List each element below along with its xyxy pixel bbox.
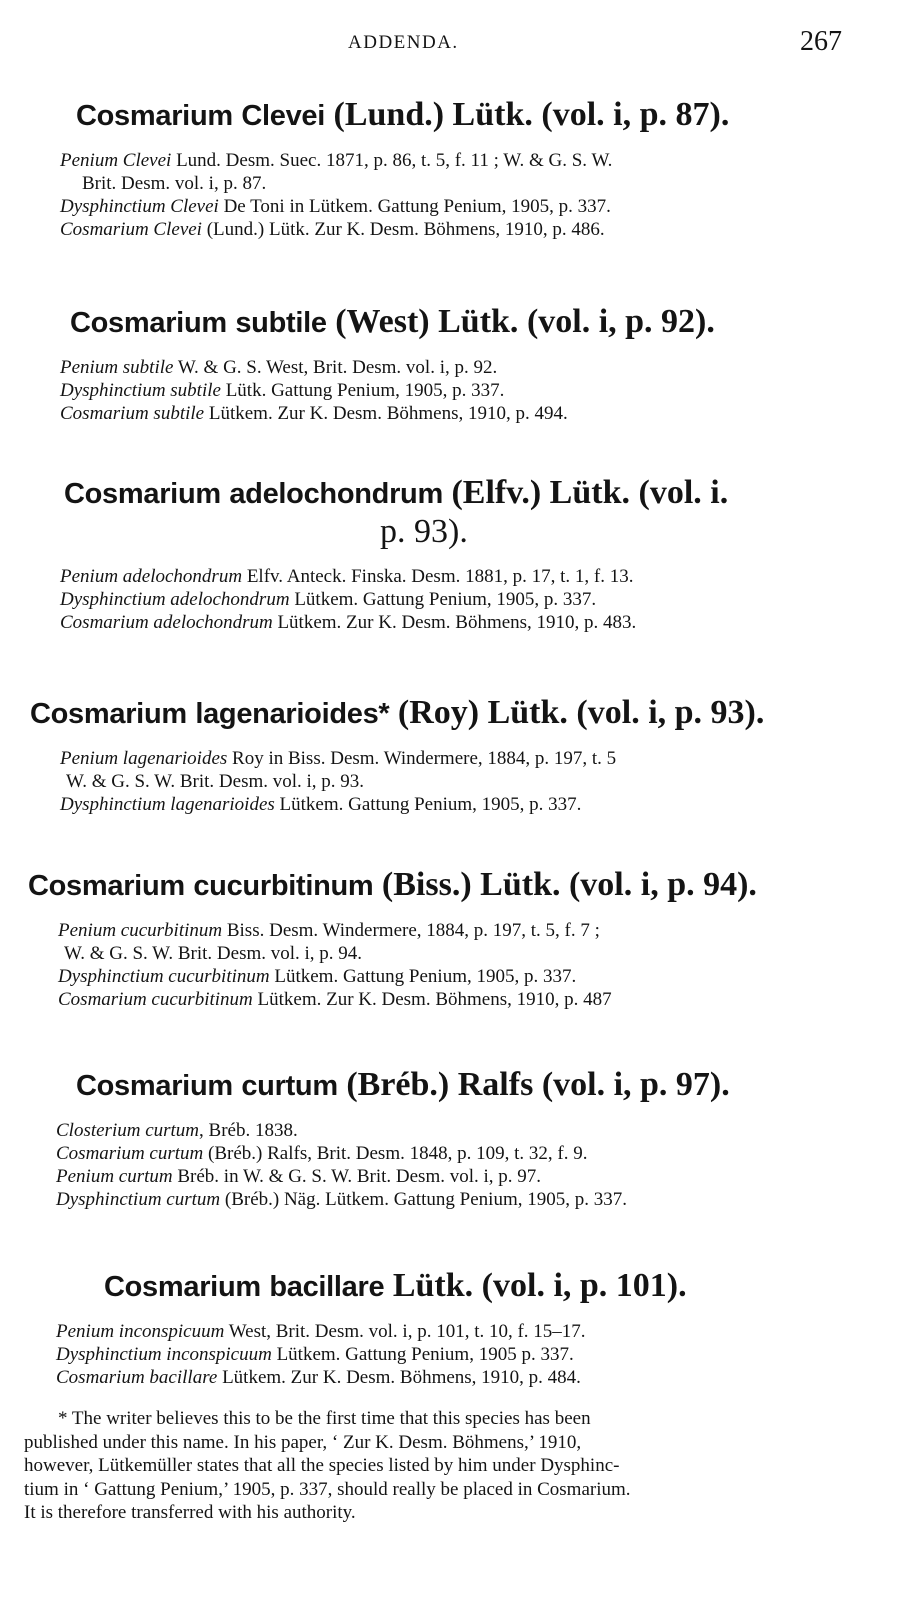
synonym-line: W. & G. S. W. Brit. Desm. vol. i, p. 93. [66, 771, 365, 792]
running-head [0, 28, 900, 62]
synonym-line: Penium subtile W. & G. S. West, Brit. Desm. vol. i, p. 92. [60, 357, 498, 378]
species-author: (Bréb.) Ralfs [346, 1066, 534, 1103]
synonym-line: Cosmarium subtile Lütkem. Zur K. Desm. Böhmens, 1910, p. 494. [60, 403, 568, 424]
footnote-line: tium in ‘ Gattung Penium,’ 1905, p. 337, should really be placed in Cosmarium. [24, 1478, 631, 1500]
species-entry-subtile [0, 303, 900, 425]
synonym-line: Dysphinctium Clevei De Toni in Lütkem. Gattung Penium, 1905, p. 337. [60, 196, 611, 217]
synonym-line: Cosmarium curtum (Bréb.) Ralfs, Brit. Desm. 1848, p. 109, t. 32, f. 9. [56, 1143, 588, 1164]
synonym-line: Dysphinctium curtum (Bréb.) Näg. Lütkem. Gattung Penium, 1905, p. 337. [56, 1189, 627, 1210]
species-heading [0, 474, 900, 513]
genus-name: Cosmarium [76, 100, 233, 132]
species-epithet: Clevei [241, 100, 325, 132]
synonym-line: Penium Clevei Lund. Desm. Suec. 1871, p. 86, t. 5, f. 11 ; W. & G. S. W. [60, 150, 613, 171]
synonym-line: Penium curtum Bréb. in W. & G. S. W. Brit. Desm. vol. i, p. 97. [56, 1166, 542, 1187]
synonym-line: Dysphinctium inconspicuum Lütkem. Gattung Penium, 1905 p. 337. [56, 1344, 574, 1365]
page-number: 267 [800, 26, 842, 57]
species-entry-cucurbitinum [0, 866, 900, 1011]
species-heading [0, 1066, 900, 1105]
footnote-line: It is therefore transferred with his authority. [24, 1502, 356, 1523]
genus-name: Cosmarium [104, 1271, 261, 1303]
synonym-line: Closterium curtum, Bréb. 1838. [56, 1120, 298, 1141]
species-author: (Lund.) Lütk. [333, 96, 533, 133]
synonym-line: Brit. Desm. vol. i, p. 87. [82, 173, 267, 194]
footnote-line: however, Lütkemüller states that all the species listed by him under Dysphinc- [24, 1455, 620, 1476]
synonym-line: Dysphinctium cucurbitinum Lütkem. Gattung Penium, 1905, p. 337. [58, 966, 577, 987]
species-epithet: subtile [235, 307, 327, 339]
species-epithet: bacillare [269, 1271, 385, 1303]
species-heading [0, 1267, 900, 1306]
species-author: Lütk. [392, 1267, 474, 1304]
volume-reference: (vol. i, p. 92). [526, 303, 715, 340]
volume-reference: (vol. i, p. 93). [576, 694, 765, 731]
species-epithet: curtum [241, 1070, 338, 1102]
species-entry-curtum [0, 1066, 900, 1211]
species-entry-adelochondrum [0, 474, 900, 634]
synonym-line: Cosmarium Clevei (Lund.) Lütk. Zur K. Desm. Böhmens, 1910, p. 486. [60, 219, 605, 240]
synonym-line: Penium adelochondrum Elfv. Anteck. Finska. Desm. 1881, p. 17, t. 1, f. 13. [60, 566, 634, 587]
synonym-list [0, 356, 900, 425]
synonym-list [0, 565, 900, 634]
volume-reference-continued: p. 93). [380, 513, 468, 550]
species-author: (Biss.) Lütk. [381, 866, 561, 903]
genus-name: Cosmarium [70, 307, 227, 339]
species-author: (West) Lütk. [335, 303, 519, 340]
genus-name: Cosmarium [30, 698, 187, 730]
genus-name: Cosmarium [64, 478, 221, 510]
species-heading [0, 96, 900, 135]
synonym-list [0, 1119, 900, 1211]
volume-reference: (vol. i, p. 87). [541, 96, 730, 133]
footnote-line: * The writer believes this to be the first time that this species has been [58, 1408, 591, 1429]
synonym-list [0, 149, 900, 241]
species-epithet: adelochondrum [229, 478, 443, 510]
species-entry-lagenarioides [0, 694, 900, 816]
species-heading [0, 694, 900, 733]
running-title: ADDENDA. [348, 32, 459, 53]
synonym-line: Cosmarium cucurbitinum Lütkem. Zur K. Desm. Böhmens, 1910, p. 487 [58, 989, 612, 1010]
species-heading [0, 303, 900, 342]
synonym-line: Penium lagenarioides Roy in Biss. Desm. Windermere, 1884, p. 197, t. 5 [60, 748, 617, 769]
synonym-line: Penium inconspicuum West, Brit. Desm. vol. i, p. 101, t. 10, f. 15–17. [56, 1321, 586, 1342]
synonym-list [0, 747, 900, 816]
volume-reference: (vol. i. [638, 474, 729, 511]
synonym-line: Cosmarium adelochondrum Lütkem. Zur K. Desm. Böhmens, 1910, p. 483. [60, 612, 637, 633]
footnote-line: published under this name. In his paper, ‘ Zur K. Desm. Böhmens,’ 1910, [24, 1431, 582, 1453]
volume-reference: (vol. i, p. 97). [541, 1066, 730, 1103]
species-entry-clevei [0, 96, 900, 241]
synonym-list [0, 919, 900, 1011]
synonym-line: Penium cucurbitinum Biss. Desm. Windermere, 1884, p. 197, t. 5, f. 7 ; [58, 920, 600, 941]
synonym-line: Dysphinctium adelochondrum Lütkem. Gattung Penium, 1905, p. 337. [60, 589, 597, 610]
volume-reference: (vol. i, p. 94). [568, 866, 757, 903]
synonym-list [0, 1320, 900, 1389]
species-entry-bacillare [0, 1267, 900, 1389]
synonym-line: Dysphinctium subtile Lütk. Gattung Penium, 1905, p. 337. [60, 380, 505, 401]
genus-name: Cosmarium [76, 1070, 233, 1102]
species-epithet: cucurbitinum [193, 870, 374, 902]
synonym-line: Cosmarium bacillare Lütkem. Zur K. Desm. Böhmens, 1910, p. 484. [56, 1367, 581, 1388]
synonym-line: Dysphinctium lagenarioides Lütkem. Gattung Penium, 1905, p. 337. [60, 794, 582, 815]
species-heading [0, 866, 900, 905]
species-author: (Elfv.) Lütk. [451, 474, 631, 511]
species-epithet: lagenarioides* [195, 698, 390, 730]
species-author: (Roy) Lütk. [397, 694, 568, 731]
genus-name: Cosmarium [28, 870, 185, 902]
synonym-line: W. & G. S. W. Brit. Desm. vol. i, p. 94. [64, 943, 363, 964]
volume-reference: (vol. i, p. 101). [481, 1267, 687, 1304]
footnote [24, 1407, 854, 1525]
